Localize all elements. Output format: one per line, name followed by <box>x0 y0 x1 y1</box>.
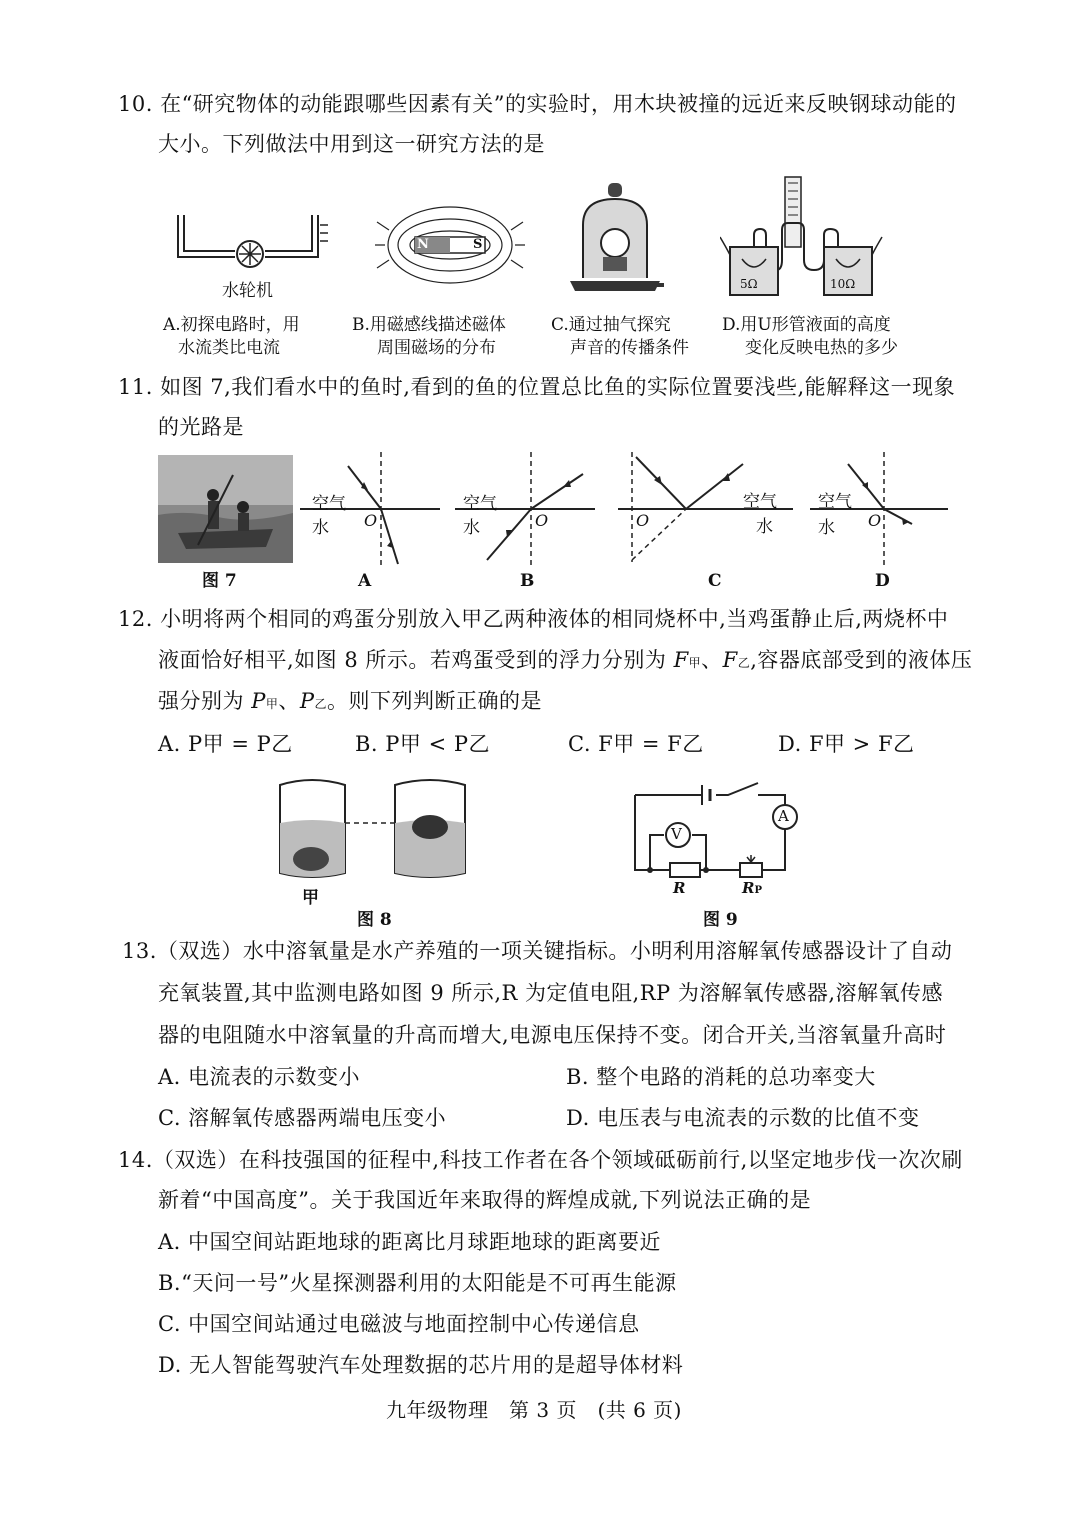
q12-yi-sub-2: 乙 <box>314 697 327 711</box>
q11-b-air: 空气 <box>463 494 497 514</box>
q11-diagram-a <box>300 452 440 567</box>
resistor-10: 10Ω <box>830 277 856 291</box>
q13-opt-a: A. 电流表的示数变小 <box>158 1065 361 1089</box>
q12-line1: 12. 小明将两个相同的鸡蛋分别放入甲乙两种液体的相同烧杯中,当鸡蛋静止后,两烧杯中 <box>118 607 949 631</box>
q11-line1: 11. 如图 7,我们看水中的鱼时,看到的鱼的位置总比鱼的实际位置要浅些,能解释这一现象 <box>118 375 956 399</box>
fig-water-wheel <box>170 205 330 275</box>
fig-u-tube <box>720 175 900 300</box>
resistor-rp-label <box>742 879 762 897</box>
q11-b-water: 水 <box>463 518 480 538</box>
q14-line2: 新着“中国高度”。关于我国近年来取得的辉煌成就,下列说法正确的是 <box>158 1188 812 1212</box>
page-footer: 九年级物理 第 3 页 (共 6 页) <box>386 1398 682 1422</box>
q12-line2 <box>158 647 972 676</box>
q10-line1: 10. 在“研究物体的动能跟哪些因素有关”的实验时，用木块被撞的远近来反映钢球动能的 <box>118 92 957 116</box>
q11-label-d: D <box>875 571 890 591</box>
magnet-n: N <box>417 237 429 252</box>
magnet-s: S <box>473 237 483 252</box>
q10-opt-b-1: B.用磁感线描述磁体 <box>352 315 506 335</box>
q11-diagram-d <box>810 452 950 567</box>
q11-b-o: O <box>535 511 549 530</box>
q10-opt-a-2: 水流类比电流 <box>178 338 280 358</box>
q12-opt-d: D. F甲 > F乙 <box>778 732 915 756</box>
q12-line2-text-b: ,容器底部受到的液体压 <box>750 648 973 672</box>
q11-diagram-b <box>455 452 595 567</box>
q12-opt-a: A. P甲 = P乙 <box>158 732 293 756</box>
q10-opt-c-2: 声音的传播条件 <box>570 338 689 358</box>
q11-d-water: 水 <box>818 518 835 538</box>
q12-f-symbol-1: F <box>673 648 689 672</box>
q12-yi-sub-1: 乙 <box>737 656 751 670</box>
q12-p-symbol-2: P <box>299 689 315 713</box>
q12-sep-1: 、 <box>701 648 723 672</box>
q14-opt-b: B.“天问一号”火星探测器利用的太阳能是不可再生能源 <box>158 1271 677 1295</box>
fig9-caption: 图 9 <box>703 910 738 930</box>
q12-opt-b: B. P甲 < P乙 <box>355 732 490 756</box>
q12-jia-sub-2: 甲 <box>265 697 279 711</box>
q13-line1: 13.（双选）水中溶氧量是水产养殖的一项关键指标。小明利用溶解氧传感器设计了自动 <box>122 939 953 963</box>
fig8-caption: 图 8 <box>357 910 392 930</box>
q11-label-b: B <box>520 571 535 591</box>
q11-diagram-c <box>618 452 793 567</box>
q11-c-water: 水 <box>756 517 773 537</box>
q12-f-symbol-2: F <box>722 648 738 672</box>
fig-magnet-field <box>375 200 525 295</box>
q13-opt-c: C. 溶解氧传感器两端电压变小 <box>158 1106 447 1130</box>
q11-c-o: O <box>636 511 650 530</box>
q11-a-o: O <box>364 511 378 530</box>
q12-sep-2: 、 <box>278 689 300 713</box>
q11-a-air: 空气 <box>312 494 346 514</box>
resistor-r-label: R <box>673 879 686 897</box>
rp-subscript: P <box>754 885 762 896</box>
q12-line3 <box>158 688 542 717</box>
q13-line2: 充氧装置,其中监测电路如图 9 所示,R 为定值电阻,RP 为溶解氧传感器,溶解氧传感 <box>158 981 944 1005</box>
fig-bell-jar <box>565 183 665 298</box>
q12-opt-c: C. F甲 = F乙 <box>568 732 704 756</box>
q13-opt-b: B. 整个电路的消耗的总功率变大 <box>566 1065 876 1089</box>
q10-opt-b-2: 周围磁场的分布 <box>377 338 496 358</box>
q11-d-o: O <box>868 511 882 530</box>
rp-symbol: R <box>742 879 755 897</box>
fig9-circuit <box>630 775 820 900</box>
fig7-caption: 图 7 <box>202 571 237 591</box>
resistor-5: 5Ω <box>740 277 758 291</box>
q11-a-water: 水 <box>312 518 329 538</box>
q10-opt-d-2: 变化反映电热的多少 <box>745 338 898 358</box>
q14-opt-d: D. 无人智能驾驶汽车处理数据的芯片用的是超导体材料 <box>158 1353 684 1377</box>
q14-opt-c: C. 中国空间站通过电磁波与地面控制中心传递信息 <box>158 1312 640 1336</box>
q11-label-c: C <box>708 571 722 591</box>
q14-opt-a: A. 中国空间站距地球的距离比月球距地球的距离要近 <box>158 1230 662 1254</box>
q12-jia-sub-1: 甲 <box>688 656 702 670</box>
q10-opt-a-1: A.初探电路时，用 <box>163 315 300 335</box>
voltmeter-label: V <box>671 825 682 843</box>
q14-line1: 14.（双选）在科技强国的征程中,科技工作者在各个领域砥砺前行,以坚定地步伐一次次刷 <box>118 1148 963 1172</box>
q13-line3: 器的电阻随水中溶氧量的升高而增大,电源电压保持不变。闭合开关,当溶氧量升高时 <box>158 1023 947 1047</box>
q11-c-air: 空气 <box>743 492 777 512</box>
fig8-beakers <box>275 775 475 885</box>
q11-line2: 的光路是 <box>158 415 244 439</box>
q12-line2-text-a: 液面恰好相平,如图 8 所示。若鸡蛋受到的浮力分别为 <box>158 648 674 672</box>
q12-p-symbol-1: P <box>251 689 266 713</box>
fig8-beaker-label: 甲 <box>302 888 319 908</box>
q12-line3-text-a: 强分别为 <box>158 689 252 713</box>
q12-line3-text-b: 。则下列判断正确的是 <box>327 689 542 713</box>
q13-opt-d: D. 电压表与电流表的示数的比值不变 <box>566 1106 920 1130</box>
q10-line2: 大小。下列做法中用到这一研究方法的是 <box>158 132 545 156</box>
ammeter-label: A <box>778 807 789 825</box>
fig-a-label: 水轮机 <box>222 281 273 301</box>
q10-opt-c-1: C.通过抽气探究 <box>551 315 671 335</box>
q11-d-air: 空气 <box>818 492 852 512</box>
q11-label-a: A <box>358 571 372 591</box>
q10-opt-d-1: D.用U形管液面的高度 <box>722 315 891 335</box>
fig7-photo <box>158 455 293 563</box>
